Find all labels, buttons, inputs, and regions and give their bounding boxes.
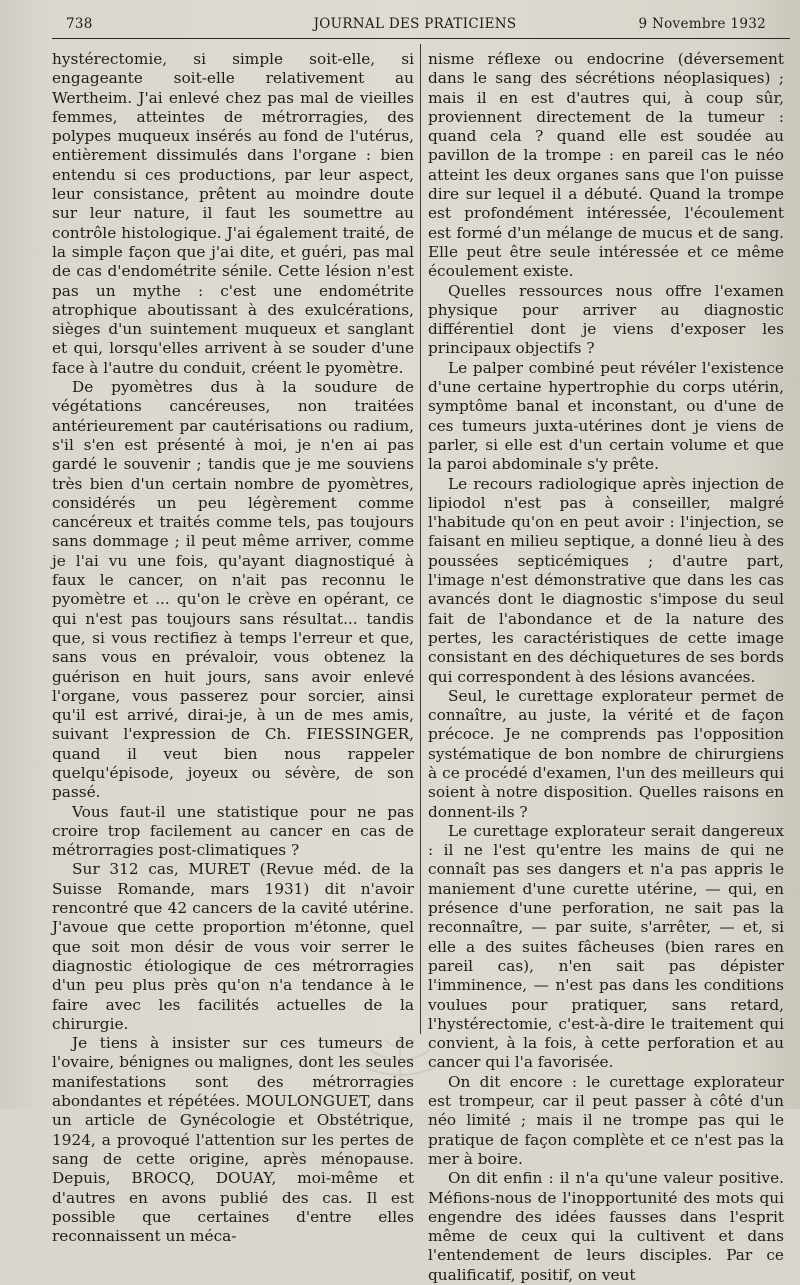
left-paragraph-3: Vous faut-il une statistique pour ne pas croire trop facilement au cancer en cas de métrorragies post-climatiques ?	[52, 802, 414, 860]
left-paragraph-1: hystérectomie, si simple soit-elle, si engageante soit-elle relativement au Wertheim. J'ai enlevé chez pas mal de vieilles femmes, atteintes de métrorragies, des polypes muqueux insérés au fond de l'utérus, entièrement dissimulés dans l'organe : bien entendu si ces productions, par leur aspect, leur consistance, prêtent au moindre doute sur leur nature, il faut les soumettre au contrôle histologique. J'ai également traité, de la simple façon que j'ai dite, et guéri, pas mal de cas d'endométrite sénile. Cette lésion n'est pas un mythe : c'est une endométrite atrophique aboutissant à des exulcérations, sièges d'un suintement muqueux et sanglant et qui, lorsqu'elles arrivent à se souder d'une face à l'autre du conduit, créent le pyomètre.	[52, 50, 414, 377]
right-paragraph-5: Seul, le curettage explorateur permet de connaître, au juste, la vérité et de façon précoce. Je ne comprends pas l'opposition systématique de bon nombre de chirurgiens à ce procédé d'examen, l'un des meilleurs qui soient à notre disposition. Quelles raisons en donnent-ils ?	[428, 686, 784, 821]
right-paragraph-6: Le curettage explorateur serait dangereux : il ne l'est qu'entre les mains de qui ne connaît pas ses dangers et n'a pas appris le maniement d'une curette utérine, — qui, en présence d'une perforation, ne sait pas la reconnaître, — par suite, s'arrêter, — et, si elle a des suites fâcheuses (bien rares en pareil cas), n'en sait pas dépister l'imminence, — n'est pas dans les conditions voulues pour pratiquer, sans retard, l'hystérectomie, c'est-à-dire le traitement qui convient, à la fois, à cette perforation et au cancer qui l'a favorisée.	[428, 821, 784, 1072]
left-paragraph-5: Je tiens à insister sur ces tumeurs de l'ovaire, bénignes ou malignes, dont les seules manifestations sont des métrorragies abondantes et répétées. MOULONGUET, dans un article de Gynécologie et Obstétrique, 1924, a provoqué l'attention sur les pertes de sang de cette origine, après ménopause. Depuis, BROCQ, DOUAY, moi-même et d'autres en avons publié des cas. Il est possible que certaines d'entre elles reconnaissent un méca-	[52, 1034, 414, 1246]
right-paragraph-1: nisme réflexe ou endocrine (déversement dans le sang des sécrétions néoplasiques) ; mais il en est d'autres qui, à coup sûr, proviennent directement de la tumeur : quand cela ? quand elle est soudée au pavillon de la trompe : en pareil cas le néo atteint les deux organes sans que l'on puisse dire sur lequel il a débuté. Quand la trompe est profondément intéressée, l'écoulement est formé d'un mélange de mucus et de sang. Elle peut être seule intéressée et ce même écoulement existe.	[428, 50, 784, 281]
right-paragraph-7: On dit encore : le curettage explorateur est trompeur, car il peut passer à côté d'un néo limité ; mais il ne trompe pas qui le pratique de façon complète et ce n'est pas la mer à boire.	[428, 1072, 784, 1168]
right-column	[428, 50, 784, 1285]
running-header	[52, 14, 778, 36]
right-paragraph-2: Quelles ressources nous offre l'examen physique pour arriver au diagnostic différentiel dont je viens d'exposer les principaux objectifs ?	[428, 281, 784, 358]
right-paragraph-4: Le recours radiologique après injection de lipiodol n'est pas à conseiller, malgré l'habitude qu'on en peut avoir : l'injection, se faisant en milieu septique, a donné lieu à des poussées septicémiques ; d'autre part, l'image n'est démonstrative que dans les cas avancés dont le diagnostic s'impose du seul fait de l'abondance et de la nature des pertes, les caractéristiques de cette image consistant en des déchiquetures de ses bords qui correspondent à des lésions avancées.	[428, 474, 784, 686]
journal-title: JOURNAL DES PRATICIENS	[313, 16, 517, 32]
left-paragraph-4: Sur 312 cas, MURET (Revue méd. de la Suisse Romande, mars 1931) dit n'avoir rencontré que 42 cancers de la cavité utérine. J'avoue que cette proportion m'étonne, quel que soit mon désir de vous voir serrer le diagnostic étiologique de ces métrorragies d'un peu plus près qu'on n'a tendance à le faire avec les facilités actuelles de la chirurgie.	[52, 860, 414, 1033]
left-paragraph-2: De pyomètres dus à la soudure de végétations cancéreuses, non traitées antérieurement par cautérisations ou radium, s'il s'en est présenté à moi, je n'en ai pas gardé le souvenir ; tandis que je me souviens très bien d'un certain nombre de pyomètres, considérés un peu légèrement comme cancéreux et traités comme tels, pas toujours sans dommage ; il peut même arriver, comme je l'ai vu une fois, qu'ayant diagnostiqué à faux le cancer, on n'ait pas reconnu le pyomètre et ... qu'on le crève en opérant, ce qui n'est pas toujours sans résultat... tandis que, si vous rectifiez à temps l'erreur et que, sans vous en prévaloir, vous obtenez la guérison en huit jours, sans avoir enlevé l'organe, vous passerez pour sorcier, ainsi qu'il est arrivé, dirai-je, à un de mes amis, suivant l'expression de Ch. FIESSINGER, quand il veut bien nous rappeler quelqu'épisode, joyeux ou sévère, de son passé.	[52, 378, 414, 802]
column-divider	[420, 44, 421, 1034]
header-rule	[52, 38, 790, 39]
right-paragraph-8: On dit enfin : il n'a qu'une valeur positive. Méfions-nous de l'inopportunité des mots qui engendre des idées fausses dans l'esprit même de ceux qui la cultivent et dans l'entendement de leurs disciples. Par ce qualificatif, positif, on veut	[428, 1169, 784, 1284]
issue-date: 9 Novembre 1932	[638, 16, 766, 32]
page-number: 738	[66, 16, 93, 32]
right-paragraph-3: Le palper combiné peut révéler l'existence d'une certaine hypertrophie du corps utérin, symptôme banal et inconstant, ou d'une de ces tumeurs juxta-utérines dont je viens de parler, si elle est d'un certain volume et que la paroi abdominale s'y prête.	[428, 358, 784, 474]
faint-watermark-ornament	[340, 1030, 460, 1090]
